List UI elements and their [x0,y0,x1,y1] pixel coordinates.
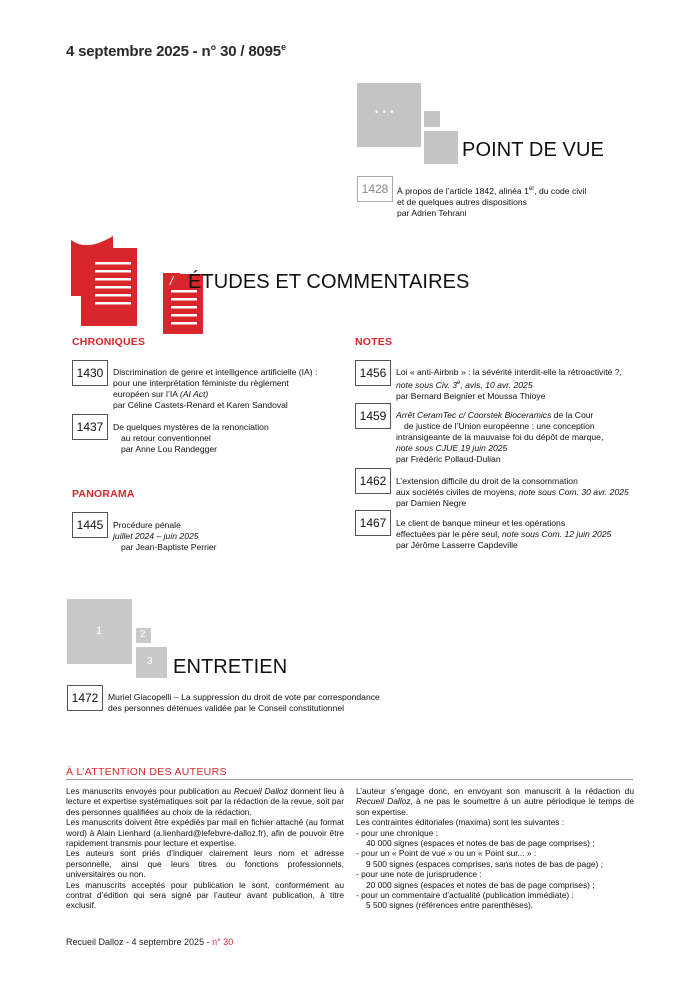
article-entretien[interactable]: Muriel Giacopelli – La suppression du droit de vote par correspondance des personnes détenues validée par le Conseil constitutionnel [108,692,380,713]
point-de-vue-block-small [424,111,440,127]
section-title-etudes: ÉTUDES ET COMMENTAIRES [188,271,470,293]
attention-title: À L’ATTENTION DES AUTEURS [66,766,227,778]
article-note-3[interactable]: L’extension difficile du droit de la consommation aux sociétés civiles de moyens, note sous Com. 30 avr. 2025 par Damien Negre [396,476,629,508]
heading-chroniques: CHRONIQUES [72,336,146,348]
slash-badge: / [163,273,180,290]
block-number-2: 2 [140,629,146,640]
section-title-point-de-vue: POINT DE VUE [462,139,604,161]
constraint-line: - pour un « Point de vue » ou un « Point sur... » : [356,848,537,859]
article-note-2[interactable]: Arrêt CeramTec c/ Coorstek Bioceramics de la Cour de justice de l’Union européenne : une conception intransigeante de la mauvaise foi du dépôt de marque, note sous CJUE 19 juin 2025 par Frédéric Pollaud-Dulian [396,410,604,464]
constraint-line: - pour un commentaire d’actualité (publication immédiate) : [356,890,574,901]
entretien-block-1 [67,599,132,664]
point-de-vue-block-medium [424,131,458,164]
page-footer: Recueil Dalloz - 4 septembre 2025 - n° 30 [66,937,234,947]
attention-left-para-3: Les auteurs sont priés d’indiquer clairement leurs nom et adresse personnelle, ainsi que leurs titres ou fonctions professionnels, universitaires ou non. [66,848,344,880]
attention-right-column [356,786,634,911]
constraint-line: - pour une chronique : [356,827,438,838]
constraint-line: - pour une note de jurisprudence : [356,869,482,880]
heading-notes: NOTES [355,336,393,348]
attention-left-para-1: Les manuscrits envoyés pour publication au Recueil Dalloz donnent lieu à lecture et expertise systématiques soit par la rédaction de la revue, soit par des personnes qualifiées au choix de la rédaction. [66,786,344,817]
page-number-1456[interactable]: 1456 [355,360,391,386]
article-chronique-1[interactable]: Discrimination de genre et intelligence artificielle (IA) : pour une interprétation féministe du règlement européen sur l’IA (AI Act) par Céline Castets-Renard et Karen Sandoval [113,367,318,410]
attention-right-para-2: Les contraintes éditoriales (maxima) sont les suivantes : [356,817,565,828]
attention-right-para-1: L’auteur s’engage donc, en envoyant son manuscrit à la rédaction du Recueil Dalloz, à ne pas le soumettre à un autre périodique le temps de son expertise. [356,786,634,817]
article-panorama[interactable]: Procédure pénale juillet 2024 – juin 2025 par Jean-Baptiste Perrier [113,520,217,552]
article-note-1[interactable]: Loi « anti-Airbnb » : la sévérité interdit-elle la rétroactivité ?, note sous Civ. 3e, avis, 10 avr. 2025 par Bernard Beignier et Moussa Thioye [396,367,622,401]
attention-left-para-4: Les manuscrits acceptés pour publication le sont, conformément au contrat d’édition qui sera signé par l’auteur avant publication, à titre exclusif. [66,879,344,911]
point-de-vue-block-large [357,83,421,147]
attention-left-para-2: Les manuscrits doivent être expédiés par mail en fichier attaché (au format word) à Alain Lienhard (a.lienhard@lefebvre-dalloz.fr), afin de pouvoir être rapidement transmis pour lecture et expertise. [66,817,344,849]
entretien-block-2 [136,628,151,643]
entretien-block-3 [136,647,167,678]
attention-divider [66,779,633,780]
section-title-entretien: ENTRETIEN [173,656,288,678]
etudes-logo-icon [67,234,207,334]
block-number-1: 1 [96,625,103,637]
page-number-1428[interactable]: 1428 [357,176,393,202]
article-chronique-2[interactable]: De quelques mystères de la renonciation au retour conventionnel par Anne Lou Randegger [113,422,269,454]
constraint-line: 40 000 signes (espaces et notes de bas de page comprises) ; [366,838,595,849]
block-number-3: 3 [147,656,153,667]
constraint-line: 20 000 signes (espaces et notes de bas de page comprises) ; [366,879,595,890]
ellipsis-icon: • • • [375,107,395,117]
issue-line: 4 septembre 2025 - n° 30 / 8095e [66,42,286,60]
heading-panorama: PANORAMA [72,488,135,500]
constraint-line: 5 500 signes (références entre parenthèses). [366,900,534,911]
page-number-1467[interactable]: 1467 [355,510,391,536]
article-point-de-vue[interactable]: À propos de l’article 1842, alinéa 1er, du code civil et de quelques autres dispositions par Adrien Tehrani [397,185,587,218]
constraint-line: 9 500 signes (espaces comprises, sans notes de bas de page) ; [366,858,603,869]
article-note-4[interactable]: Le client de banque mineur et les opérations effectuées par le père seul, note sous Com. 12 juin 2025 par Jérôme Lasserre Capdeville [396,518,612,550]
page-number-1430[interactable]: 1430 [72,360,108,386]
attention-left-column [66,786,344,911]
page-number-1459[interactable]: 1459 [355,403,391,429]
page-number-1445[interactable]: 1445 [72,512,108,538]
page-number-1437[interactable]: 1437 [72,414,108,440]
page-number-1462[interactable]: 1462 [355,468,391,494]
page-number-1472[interactable]: 1472 [67,685,103,711]
